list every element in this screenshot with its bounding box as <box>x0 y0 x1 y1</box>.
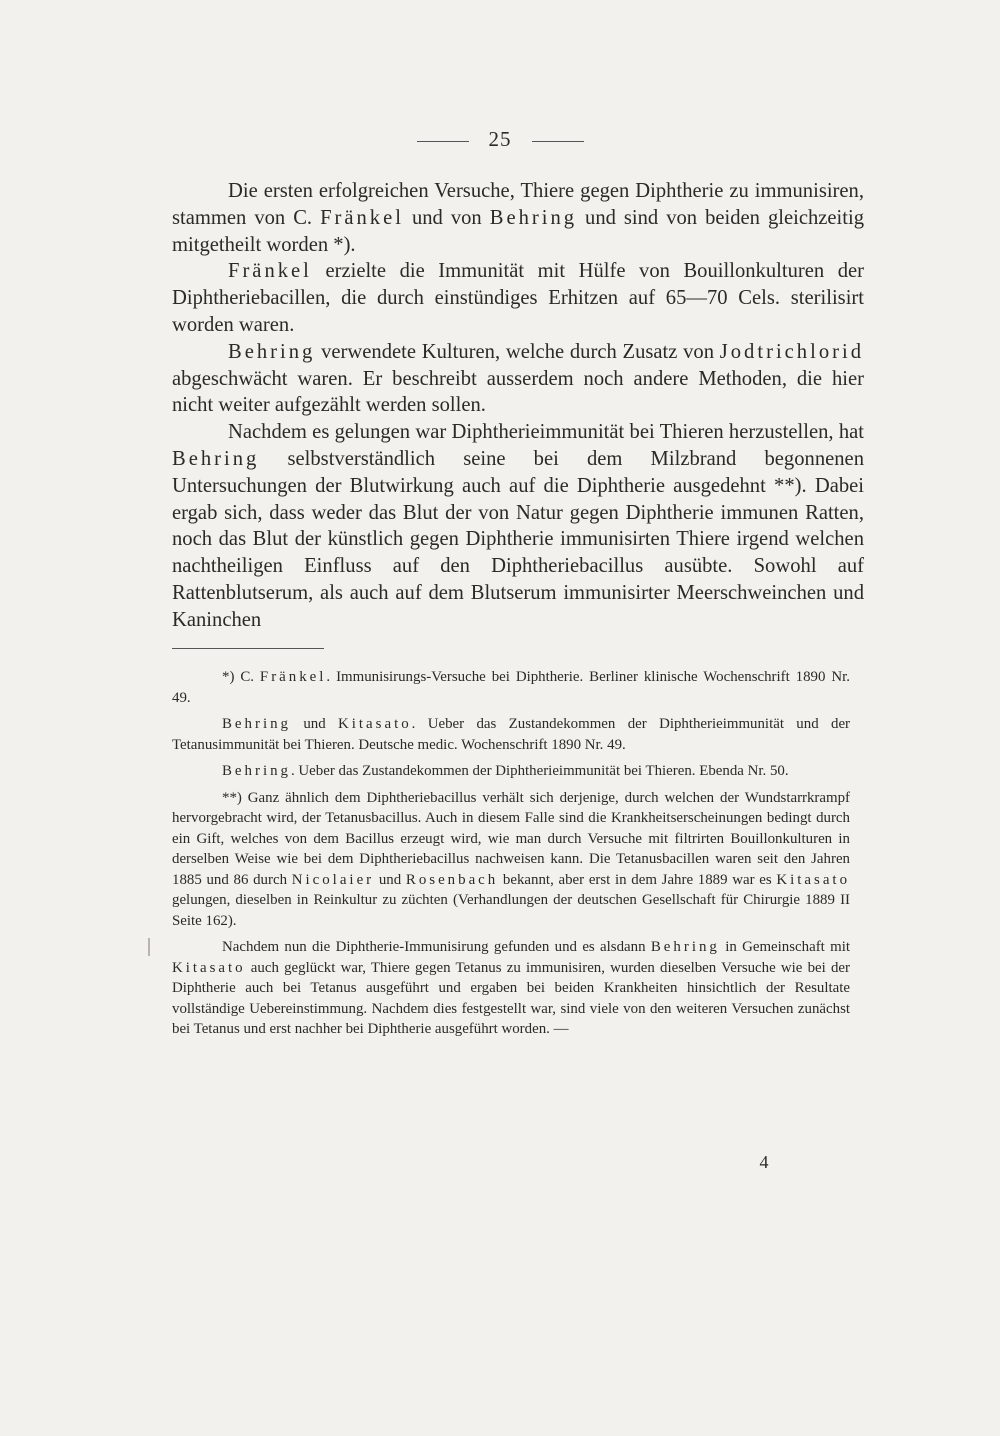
spaced-name: Behring <box>228 340 316 363</box>
footnote: Behring und Kitasato. Ueber das Zustandekommen der Diphtherieimmunität und der Tetanusimmunität bei Thieren. Deutsche medic. Wochenschrift 1890 Nr. 49. <box>172 716 851 753</box>
paragraph: Nachdem es gelungen war Diphtherieimmunität bei Thieren herzustellen, hat Behring selbstverständlich seine bei dem Milzbrand begonnenen Untersuchungen der Blutwirkung auch auf die Diphtherie ausgedehnt **). Dabei ergab sich, dass weder das Blut der von Natur gegen Diphtherie immunen Ratten, noch das Blut der künstlich gegen Diphtherie immunisirten Thiere irgend welchen nachtheiligen Einfluss auf den Diphtheriebacillus ausübte. Sowohl auf Rattenblutserum, als auch auf dem Blutserum immunisirter Meerschweinchen und Kaninchen <box>172 421 864 631</box>
paragraph: Die ersten erfolgreichen Versuche, Thiere gegen Diphtherie zu immunisiren, stammen von C. Fränkel und von Behring und sind von beiden gleichzeitig mitgetheilt worden *). <box>172 180 865 256</box>
spaced-name: Fränkel <box>320 206 404 229</box>
spaced-name: Kitasato <box>776 871 851 888</box>
footnote-separator <box>172 648 324 649</box>
spaced-name: Behring <box>222 763 291 779</box>
spaced-name: Behring <box>489 206 578 229</box>
spaced-name: Jodtrichlorid <box>719 340 864 363</box>
spaced-name: Fränkel <box>259 669 327 685</box>
paragraph: Fränkel erzielte die Immunität mit Hülfe von Bouillonkulturen der Diphtheriebacillen, die durch einstündiges Erhitzen auf 65—70 Cels. sterilisirt worden waren. <box>172 260 864 336</box>
page-header <box>0 127 1000 152</box>
footnote: Behring. Ueber das Zustandekommen der Diphtherieimmunität bei Thieren. Ebenda Nr. 50. <box>222 763 789 779</box>
spaced-name: Behring <box>172 447 260 470</box>
paragraph: Behring verwendete Kulturen, welche durch Zusatz von Jodtrichlorid abgeschwächt waren. Er beschreibt ausserdem noch andere Methoden, die hier nicht weiter aufgezählt werden sollen. <box>172 340 864 417</box>
spaced-name: Nicolaier <box>291 871 375 888</box>
spaced-name: Behring <box>650 939 720 955</box>
header-rule-right <box>532 141 584 142</box>
spaced-name: Kitasato <box>338 716 412 732</box>
page-mark <box>148 938 150 956</box>
spaced-name: Rosenbach <box>405 871 499 888</box>
main-text <box>172 178 864 634</box>
spaced-name: Kitasato <box>172 959 246 976</box>
spaced-name: Behring <box>222 716 291 732</box>
header-rule-left <box>417 141 469 142</box>
spaced-name: Fränkel <box>228 260 312 283</box>
signature-mark: 4 <box>759 1152 769 1172</box>
footnote: **) Ganz ähnlich dem Diphtheriebacillus verhält sich derjenige, durch welchen der Wundstarrkrampf hervorgebracht wird, der Tetanusbacillus. Auch in diesem Falle sind die Krankheitserscheinungen bedingt durch ein Gift, welches von dem Bacillus erzeugt wird, wie man durch Versuche mit filtrirten Bouillonkulturen in derselben Weise wie bei dem Diphtheriebacillus nachweisen kann. Die Tetanusbacillen waren seit den Jahren 1885 und 86 durch Nicolaier und Rosenbach bekannt, aber erst in dem Jahre 1889 war es Kitasato gelungen, dieselben in Reinkultur zu züchten (Verhandlungen der deutschen Gesellschaft für Chirurgie 1889 II Seite 162). <box>172 789 851 929</box>
footnote: Nachdem nun die Diphtherie-Immunisirung gefunden und es alsdann Behring in Gemeinschaft mit Kitasato auch geglückt war, Thiere gegen Tetanus zu immunisiren, wurden dieselben Versuche wie bei der Diphtherie auch bei Tetanus ausgeführt und ergaben bei beiden Krankheiten hinsichtlich der Resultate vollständige Uebereinstimmung. Nachdem dies festgestellt war, sind viele von den weiteren Versuchen zunächst bei Tetanus und erst nachher bei Diphtherie ausgeführt worden. — <box>172 939 850 1037</box>
footnote: *) C. Fränkel. Immunisirungs-Versuche bei Diphtherie. Berliner klinische Wochenschrift 1890 Nr. 49. <box>172 669 850 706</box>
footnotes <box>172 667 850 1040</box>
page-number: 25 <box>488 127 512 151</box>
